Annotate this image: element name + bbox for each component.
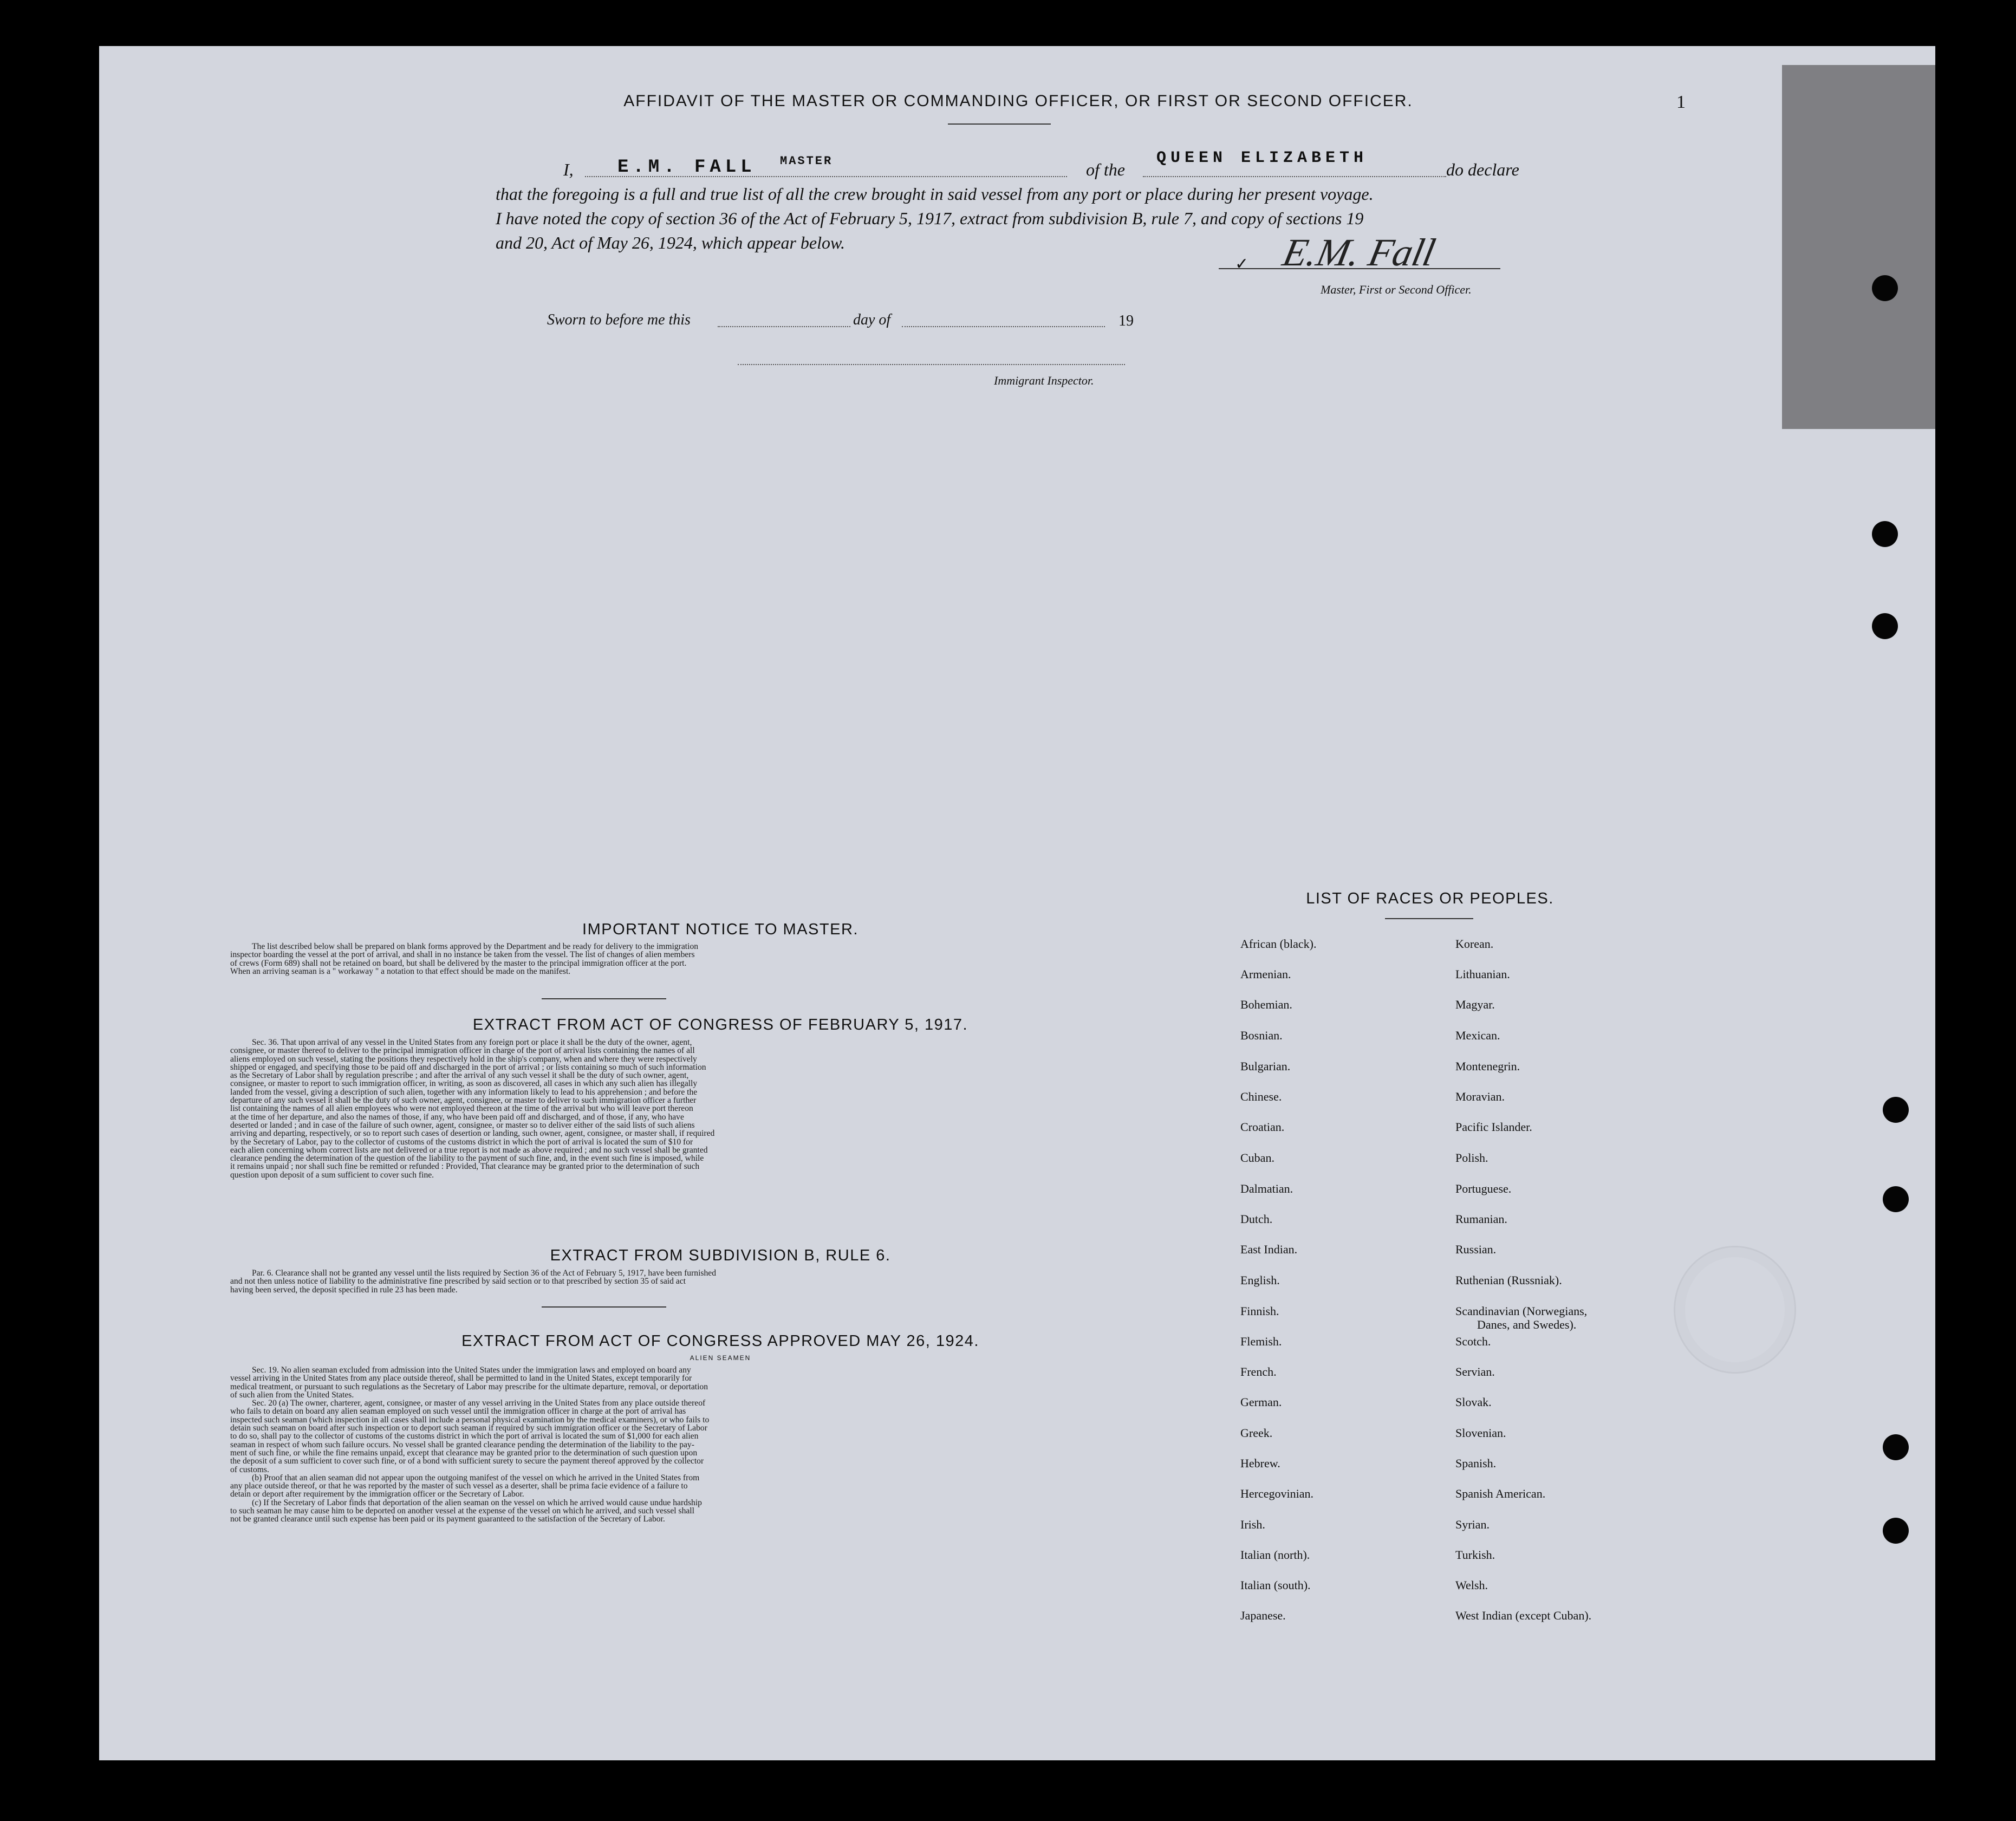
race-right-item: Mexican. [1455,1029,1500,1042]
race-right-item: Polish. [1455,1151,1488,1165]
extract-1924-line: inspected such seaman (which inspection in all cases shall include a personal physical examination by the medical examiners), or who fails to [230,1415,710,1425]
extract-1924-line: of customs. [230,1465,269,1474]
extract-1924-subtitle: ALIEN SEAMEN [690,1354,751,1362]
embossed-seal [1674,1246,1796,1374]
race-left-item: English. [1240,1273,1280,1287]
extract-rule6-line: and not then unless notice of liability to the administrative fine prescribed by said section or to that prescribed by section 35 of said act [230,1277,686,1286]
extract-1924-line: vessel arriving in the United States from any place outside thereof, shall be permitted to land in the United States, except temporarily for [230,1374,692,1383]
extract-rule6-line: having been served, the deposit specified in rule 23 has been made. [230,1285,458,1295]
race-left-item: Finnish. [1240,1304,1279,1318]
extract-1917-line: list containing the names of all alien employees who were not employed thereon at the time of the arrival but who will leave port thereon [230,1104,693,1114]
race-left-item: Bulgarian. [1240,1059,1291,1073]
race-left-item: Dutch. [1240,1212,1273,1226]
extract-1917-line: deserted or landed ; and in case of the failure of such owner, agent, consignee, or master so to deliver either of the said lists of such aliens [230,1120,695,1130]
day-of-text: day of [853,311,891,328]
notice-line: of crews (Form 689) shall not be retained on board, but shall be delivered by the master to the principal immigration officer at the port. [230,958,687,968]
title-underline [948,123,1051,125]
race-right-item: Scotch. [1455,1335,1491,1348]
punch-hole [1872,613,1898,639]
race-left-item: French. [1240,1365,1277,1378]
inspector-signature-line [738,364,1125,365]
race-left-item: Irish. [1240,1518,1265,1531]
race-right-item: Syrian. [1455,1518,1490,1531]
notice-body [230,942,978,975]
extract-1917-line: landed from the vessel, giving a description of such alien, together with any information likely to lead to his apprehension ; and before the [230,1087,698,1097]
notice-title: IMPORTANT NOTICE TO MASTER. [582,921,859,938]
punch-hole [1883,1434,1909,1460]
extract-1917-line: by the Secretary of Labor, pay to the collector of customs of the customs district in which the port of arrival is located the sum of $10 for [230,1137,693,1147]
punch-hole [1872,521,1898,547]
extract-1924-line: Sec. 19. No alien seaman excluded from admission into the United States under the immigration laws and employed on board any [252,1365,691,1375]
extract-1924-line: medical treatment, or pursuant to such regulations as the Secretary of Labor may prescribe for the ultimate departure, removal, or deportation [230,1382,708,1391]
affidavit-line-4: and 20, Act of May 26, 1924, which appear below. [496,233,845,252]
extract-1924-line: any place outside thereof, or that he was reported by the master of such vessel as a deserter, shall be prima facie evidence of a failure to [230,1481,688,1491]
master-name-field: E.M. FALL [617,157,756,178]
extract-1917-line: it remains unpaid ; nor shall such fine be remitted or refunded : Provided, That clearance may be granted prior to the determination of such [230,1162,700,1172]
extract-1917-line: aliens employed on such vessel, stating the positions they respectively hold in the ship's company, when and where they were respectively [230,1054,697,1064]
extract-rule6-body [230,1269,978,1294]
pronoun-i: I, [563,160,574,179]
race-left-item: Armenian. [1240,967,1291,981]
do-declare-text: do declare [1446,160,1519,179]
race-left-item: Hebrew. [1240,1456,1280,1470]
extract-rule6-title: EXTRACT FROM SUBDIVISION B, RULE 6. [550,1247,891,1264]
race-right-item: Scandinavian (Norwegians, [1455,1304,1588,1318]
race-left-item: Croatian. [1240,1120,1285,1134]
race-right-item: Welsh. [1455,1578,1488,1592]
extract-1924-line: to do so, shall pay to the collector of customs of the customs district in which the port of arrival is located the sum of $1,000 for each alien [230,1432,699,1441]
race-right-item: Slovak. [1455,1395,1492,1409]
race-right-item: Montenegrin. [1455,1059,1520,1073]
extract-1924-line: (c) If the Secretary of Labor finds that deportation of the alien seaman on the vessel on which he arrived would cause undue hardship [252,1498,702,1507]
affidavit-title: AFFIDAVIT OF THE MASTER OR COMMANDING OFFICER, OR FIRST OR SECOND OFFICER. [623,92,1413,110]
sworn-day-line [718,326,850,327]
race-left-item: African (black). [1240,937,1317,951]
extract-1917-line: each alien concerning whom correct lists are not delivered or a true report is not made as above required ; and no such vessel shall be granted [230,1145,708,1155]
extract-1924-title: EXTRACT FROM ACT OF CONGRESS APPROVED MAY 26, 1924. [461,1332,979,1350]
extract-1917-line: Sec. 36. That upon arrival of any vessel in the United States from any foreign port or place it shall be the duty of the owner, agent, [252,1038,692,1047]
races-title: LIST OF RACES OR PEOPLES. [1306,890,1554,907]
sworn-month-line [902,326,1105,327]
race-left-item: German. [1240,1395,1282,1409]
rule6-divider [542,1306,666,1308]
extract-1924-line: the deposit of a sum sufficient to cover such fine, or of a bond with sufficient surety to secure the payment thereof approved by the collector [230,1456,704,1466]
extract-1924-line: not be granted clearance until such expense has been paid or its payment guaranteed to the satisfaction of the Secretary of Labor. [230,1514,665,1524]
affidavit-line-3: I have noted the copy of section 36 of the Act of February 5, 1917, extract from subdivision B, rule 7, and copy of sections 19 [496,209,1364,228]
rank-field: MASTER [780,154,833,168]
race-right-item: Turkish. [1455,1548,1495,1562]
extract-1924-line: seaman in respect of whom such failure occurs. No vessel shall be granted clearance pending the determination of the liability to the pay- [230,1440,694,1449]
extract-1917-line: consignee, or master thereof to deliver to the principal immigration officer in charge of the port of arrival lists containing the names of all [230,1046,695,1056]
extract-1917-line: at the time of her departure, and also the names of those, if any, who have been paid off and discharged, and of those, if any, who have [230,1112,684,1122]
race-right-item: Moravian. [1455,1090,1505,1103]
signer-caption: Master, First or Second Officer. [1321,283,1472,296]
extract-1917-line: question upon deposit of a sum sufficient to cover such fine. [230,1170,434,1180]
year-prefix: 19 [1118,313,1134,329]
extract-1917-line: clearance pending the determination of the question of the liability to the payment of such fine, and, in the event such fine is imposed, while [230,1154,704,1163]
race-right-item: Danes, and Swedes). [1477,1318,1577,1331]
notice-line: inspector boarding the vessel at the port of arrival, and shall in no instance be taken from the vessel. The list of changes of alien members [230,950,695,960]
gray-tab-strip [1782,65,1935,429]
notice-divider [542,998,666,999]
extract-1924-line: detain or deport after requirement by the immigration officer or the Secretary of Labor. [230,1490,524,1499]
race-right-item: Russian. [1455,1243,1497,1256]
race-left-item: Bosnian. [1240,1029,1283,1042]
race-left-item: East Indian. [1240,1243,1298,1256]
punch-hole [1883,1518,1909,1544]
race-right-item: Servian. [1455,1365,1495,1378]
race-right-item: Lithuanian. [1455,967,1510,981]
race-right-item: West Indian (except Cuban). [1455,1609,1592,1622]
extract-1917-title: EXTRACT FROM ACT OF CONGRESS OF FEBRUARY 5, 1917. [472,1016,968,1033]
extract-1917-line: consignee, or master to report to such immigration officer, in writing, as soon as discovered, all cases in which any such alien has illegally [230,1079,698,1089]
vessel-name-field: QUEEN ELIZABETH [1156,149,1368,167]
extract-1924-line: of such alien from the United States. [230,1390,354,1400]
race-left-item: Bohemian. [1240,998,1292,1011]
race-left-item: Italian (south). [1240,1578,1311,1592]
race-right-item: Rumanian. [1455,1212,1507,1226]
race-left-item: Dalmatian. [1240,1182,1293,1195]
race-left-item: Greek. [1240,1426,1273,1440]
signature: E.M. Fall [1279,231,1439,274]
extract-1924-line: who fails to detain on board any alien seaman employed on such vessel until the immigration officer in charge at the port of arrival has [230,1407,686,1416]
race-right-item: Ruthenian (Russniak). [1455,1273,1562,1287]
page-number: 1 [1676,92,1686,112]
race-left-item: Japanese. [1240,1609,1286,1622]
race-left-item: Italian (north). [1240,1548,1310,1562]
extract-1917-line: as the Secretary of Labor shall by regulation prescribe ; and after the arrival of any such vessel it shall be the duty of such owner, agent, [230,1071,689,1081]
signature-line [1219,268,1500,269]
extract-rule6-line: Par. 6. Clearance shall not be granted any vessel until the lists required by Section 36 of the Act of February 5, 1917, have been furnished [252,1269,717,1278]
race-left-item: Cuban. [1240,1151,1274,1165]
race-right-item: Magyar. [1455,998,1495,1011]
vessel-dotted-line [1143,176,1446,177]
notice-line: The list described below shall be prepared on blank forms approved by the Department and be ready for delivery to the immigration [252,942,699,951]
race-left-item: Hercegovinian. [1240,1487,1313,1500]
inspector-caption: Immigrant Inspector. [994,374,1094,387]
race-right-item: Portuguese. [1455,1182,1512,1195]
race-right-item: Spanish. [1455,1456,1497,1470]
race-left-item: Chinese. [1240,1090,1282,1103]
name-dotted-line [585,176,1067,177]
extract-1917-body [230,1038,978,1179]
sworn-text: Sworn to before me this [547,311,691,328]
punch-hole [1883,1097,1909,1123]
extract-1917-line: arriving and departing, respectively, or so to report such cases of desertion or landing, such owner, agent, consignee, or master shall, if required [230,1129,715,1139]
race-right-item: Spanish American. [1455,1487,1546,1500]
race-left-item: Flemish. [1240,1335,1282,1348]
race-right-item: Pacific Islander. [1455,1120,1532,1134]
races-title-underline [1385,918,1473,919]
race-right-item: Slovenian. [1455,1426,1506,1440]
extract-1924-line: ment of such fine, or while the fine remains unpaid, except that clearance may be granted prior to the determination of such question upon [230,1448,698,1458]
race-right-item: Korean. [1455,937,1494,951]
of-the-text: of the [1086,160,1125,179]
affidavit-line-2: that the foregoing is a full and true list of all the crew brought in said vessel from any port or place during her present voyage. [496,184,1374,204]
punch-hole [1883,1186,1909,1212]
extract-1924-line: (b) Proof that an alien seaman did not appear upon the outgoing manifest of the vessel on which he arrived in the United States from [252,1473,700,1482]
extract-1917-line: departure of any such vessel it shall be the duty of such owner, agent, consignee, or master to deliver to such immigration officer a further [230,1096,697,1105]
notice-line: When an arriving seaman is a " workaway " a notation to that effect should be made on the manifest. [230,966,571,976]
extract-1924-body [230,1366,978,1524]
extract-1924-line: Sec. 20 (a) The owner, charterer, agent, consignee, or master of any vessel arriving in the United States from any place outside thereof [252,1399,706,1408]
punch-hole [1872,275,1898,301]
extract-1924-line: to such seaman he may cause him to be deported on another vessel at the expense of the vessel on which he arrived, and such vessel shall [230,1506,694,1516]
extract-1917-line: shipped or engaged, and specifying those to be paid off and discharged in the port of arrival ; or lists containing so much of such information [230,1062,706,1072]
extract-1924-line: detain such seaman on board after such inspection or to deport such seaman if required by such immigration officer or the Secretary of Labor [230,1423,707,1433]
check-mark: ✓ [1235,255,1249,273]
